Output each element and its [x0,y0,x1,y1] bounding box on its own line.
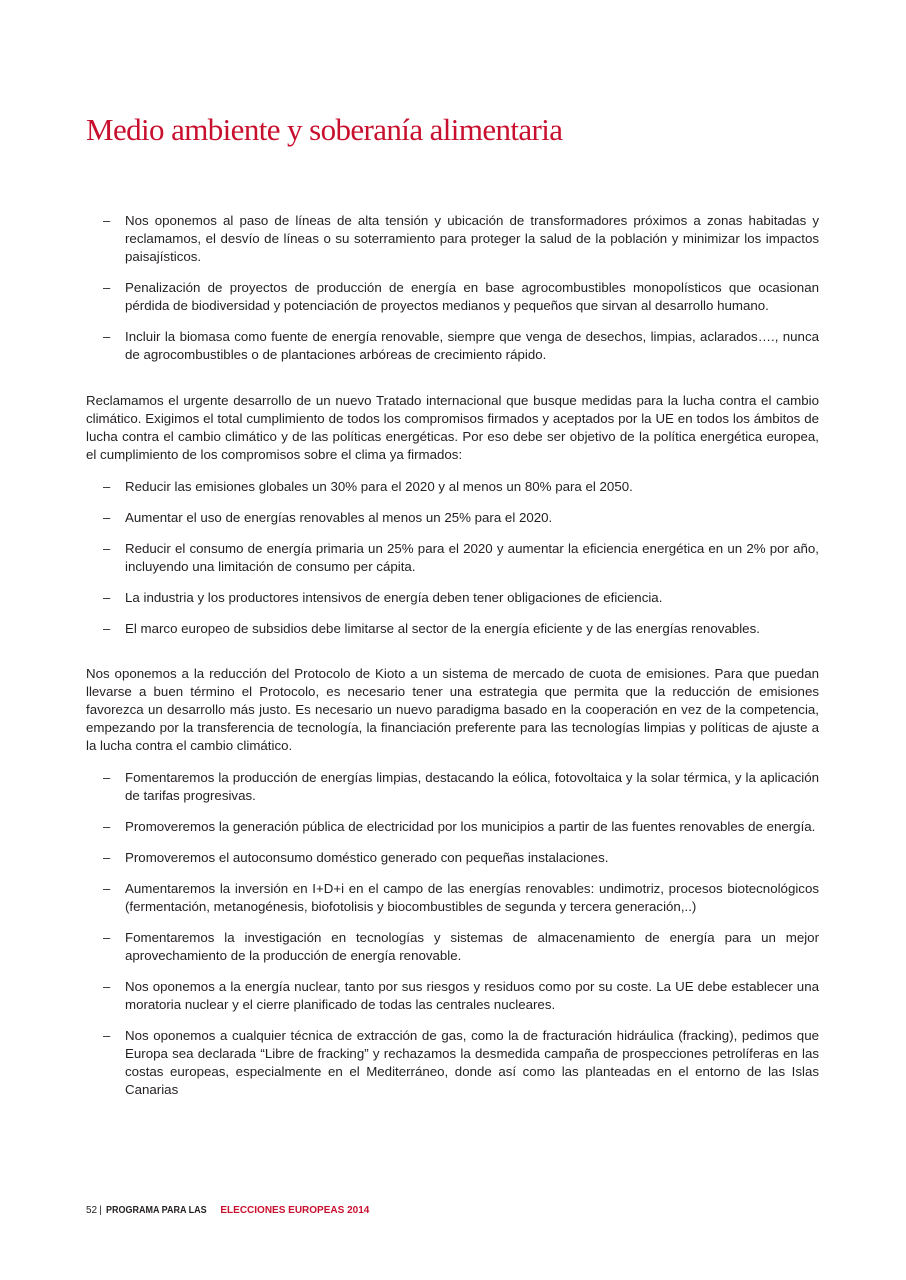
list-item-text: Nos oponemos a cualquier técnica de extracción de gas, como la de fracturación hidráulica (fracking), pedimos que Europa sea declarada “Libre de fracking” y rechazamos la desmedida campaña de prospecciones petrolíferas en las costas europeas, especialmente en el Mediterráneo, donde así como las planteadas en el entorno de las Islas Canarias [125,1028,819,1097]
list-item [86,769,819,805]
bullet-list-3 [86,769,819,1099]
list-item [86,478,819,496]
footer-election-label: ELECCIONES EUROPEAS 2014 [220,1205,370,1216]
list-item [86,978,819,1014]
list-item-text: Penalización de proyectos de producción de energía en base agrocombustibles monopolísticos que ocasionan pérdida de biodiversidad y potenciación de proyectos medianos y pequeños que sirvan al desarrollo humano. [125,280,819,313]
list-item [86,1027,819,1099]
bullet-dash: – [103,850,111,865]
bullet-dash: – [103,621,111,636]
bullet-list-2 [86,478,819,638]
paragraph-tratado: Reclamamos el urgente desarrollo de un nuevo Tratado internacional que busque medidas para la lucha contra el cambio climático. Exigimos el total cumplimiento de todos los compromisos firmados y aceptados por la UE en todos los ámbitos de lucha contra el cambio climático y de las políticas energéticas. Por eso debe ser objetivo de la política energética europea, el cumplimiento de los compromisos sobre el clima ya firmados: [86,393,819,462]
list-item [86,620,819,638]
list-item-text: Promoveremos la generación pública de electricidad por los municipios a partir de las fuentes renovables de energía. [125,819,816,834]
list-item [86,279,819,315]
list-item-text: La industria y los productores intensivos de energía deben tener obligaciones de eficiencia. [125,590,663,605]
bullet-dash: – [103,280,111,295]
list-item-text: Aumentar el uso de energías renovables al menos un 25% para el 2020. [125,510,553,525]
bullet-dash: – [103,770,111,785]
footer-program-label: PROGRAMA PARA LAS [105,1205,207,1216]
bullet-dash: – [103,930,111,945]
page-number: 52 [86,1205,98,1216]
bullet-dash: – [103,213,111,228]
bullet-dash: – [103,329,111,344]
list-item [86,849,819,867]
list-item-text: Nos oponemos a la energía nuclear, tanto por sus riesgos y residuos como por su coste. La UE debe establecer una moratoria nuclear y el cierre planificado de todas las centrales nucleares. [125,979,819,1012]
list-item [86,589,819,607]
list-item-text: Fomentaremos la producción de energías limpias, destacando la eólica, fotovoltaica y la solar térmica, y la aplicación de tarifas progresivas. [125,770,819,803]
bullet-dash: – [103,479,111,494]
section-title: Medio ambiente y soberanía alimentaria [86,112,563,147]
list-item [86,212,819,266]
bullet-dash: – [103,819,111,834]
list-item [86,818,819,836]
bullet-list-1 [86,212,819,364]
list-item [86,509,819,527]
list-item-text: Nos oponemos al paso de líneas de alta tensión y ubicación de transformadores próximos a zonas habitadas y reclamamos, el desvío de líneas o su soterramiento para proteger la salud de la población y minimizar los impactos paisajísticos. [125,213,819,264]
list-item-text: Reducir el consumo de energía primaria un 25% para el 2020 y aumentar la eficiencia energética en un 2% por año, incluyendo una limitación de consumo per cápita. [125,541,819,574]
list-item-text: Incluir la biomasa como fuente de energía renovable, siempre que venga de desechos, limpias, aclarados…., nunca de agrocombustibles o de plantaciones arbóreas de crecimiento rápido. [125,329,819,362]
bullet-dash: – [103,541,111,556]
bullet-dash: – [103,510,111,525]
list-item-text: El marco europeo de subsidios debe limitarse al sector de la energía eficiente y de las energías renovables. [125,621,760,636]
bullet-dash: – [103,979,111,994]
bullet-dash: – [103,1028,111,1043]
list-item-text: Reducir las emisiones globales un 30% para el 2020 y al menos un 80% para el 2050. [125,479,633,494]
paragraph-kioto: Nos oponemos a la reducción del Protocolo de Kioto a un sistema de mercado de cuota de emisiones. Para que puedan llevarse a buen término el Protocolo, es necesario tener una estrategia que permita que la reducción de emisiones favorezca un desarrollo más justo. Es necesario un nuevo paradigma basado en la cooperación en vez de la competencia, empezando por la transferencia de tecnología, la financiación preferente para las tecnologías limpias y políticas de ajuste a la lucha contra el cambio climático. [86,666,819,753]
list-item-text: Fomentaremos la investigación en tecnologías y sistemas de almacenamiento de energía para un mejor aprovechamiento de la producción de energía renovable. [125,930,819,963]
page-footer [86,1205,369,1216]
list-item [86,929,819,965]
bullet-dash: – [103,590,111,605]
list-item [86,328,819,364]
list-item [86,540,819,576]
footer-separator: | [99,1205,102,1216]
list-item-text: Promoveremos el autoconsumo doméstico generado con pequeñas instalaciones. [125,850,609,865]
list-item-text: Aumentaremos la inversión en I+D+i en el campo de las energías renovables: undimotriz, procesos biotecnológicos (fermentación, metanogénesis, biofotolisis y biocombustibles de segunda y tercera generación,..) [125,881,819,914]
list-item [86,880,819,916]
bullet-dash: – [103,881,111,896]
